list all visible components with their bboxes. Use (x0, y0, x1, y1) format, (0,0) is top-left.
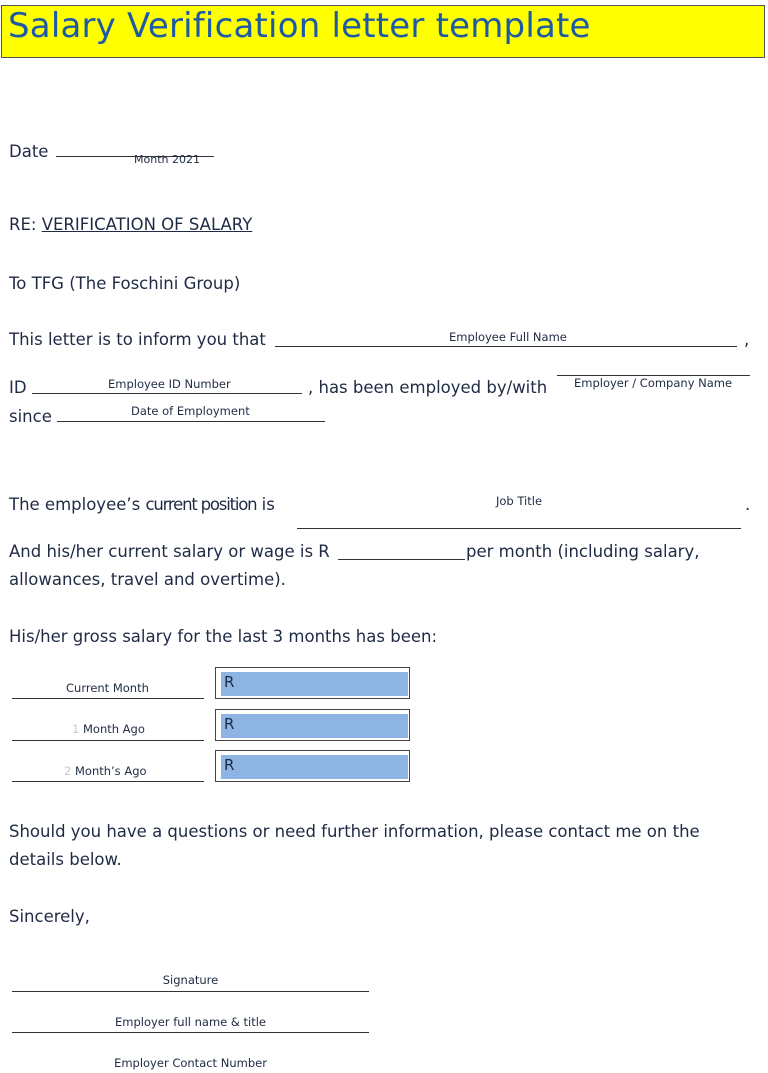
re-subject: VERIFICATION OF SALARY (41, 215, 253, 234)
gross-heading: His/her gross salary for the last 3 months has been: (9, 627, 438, 646)
one-month-ago-line (12, 740, 204, 741)
two-months-ago-prefix: 2 (64, 764, 72, 778)
salary-line-2: allowances, travel and overtime). (9, 570, 286, 589)
inform-comma: , (744, 330, 750, 349)
employer-name-title-line[interactable] (12, 1032, 369, 1033)
current-month-amount-fill (221, 672, 408, 696)
position-text-condensed: current position (145, 495, 257, 514)
employer-name-placeholder: Employer / Company Name (574, 376, 733, 390)
id-label: ID (9, 378, 27, 397)
position-text-start: The employee’s (9, 495, 146, 514)
one-month-ago-currency: R (224, 715, 235, 733)
employee-name-placeholder: Employee Full Name (449, 330, 567, 344)
contact-line-1: Should you have a questions or need further information, please contact me on the (9, 822, 700, 841)
date-placeholder: Month 2021 (134, 153, 200, 166)
two-months-ago-text: Month’s Ago (74, 764, 147, 778)
two-months-ago-label (64, 764, 147, 778)
employer-contact-label: Employer Contact Number (114, 1056, 267, 1070)
employer-name-title-label: Employer full name & title (114, 1015, 267, 1029)
date-label: Date (9, 142, 49, 161)
two-months-ago-amount-box[interactable] (215, 750, 410, 782)
one-month-ago-amount-box[interactable] (215, 709, 410, 741)
salary-amount-line[interactable] (338, 559, 465, 560)
two-months-ago-currency: R (224, 756, 235, 774)
employment-date-placeholder: Date of Employment (131, 404, 250, 418)
two-months-ago-line (12, 781, 204, 782)
since-label: since (9, 407, 52, 426)
page-title: Salary Verification letter template (8, 6, 591, 46)
salary-line-1-start: And his/her current salary or wage is R (9, 542, 330, 561)
position-text (9, 495, 275, 514)
recipient: To TFG (The Foschini Group) (9, 274, 241, 293)
employment-date-line[interactable] (57, 421, 325, 422)
salary-line-1-end: per month (including salary, (466, 542, 700, 561)
re-line (9, 215, 252, 234)
job-title-line[interactable] (297, 528, 741, 529)
contact-line-2: details below. (9, 850, 122, 869)
closing: Sincerely, (9, 907, 90, 926)
one-month-ago-label (72, 722, 145, 736)
employed-text: , has been employed by/with (308, 378, 548, 397)
one-month-ago-amount-fill (221, 714, 408, 738)
position-period: . (745, 495, 751, 514)
current-month-currency: R (224, 673, 235, 691)
current-month-amount-box[interactable] (215, 667, 410, 699)
signature-line[interactable] (12, 991, 369, 992)
signature-label: Signature (162, 973, 219, 987)
current-month-label: Current Month (66, 681, 149, 695)
employee-id-placeholder: Employee ID Number (108, 377, 231, 391)
current-month-line (12, 698, 204, 699)
one-month-ago-prefix: 1 (72, 722, 80, 736)
one-month-ago-text: Month Ago (82, 722, 145, 736)
employee-name-line[interactable] (275, 346, 737, 347)
job-title-placeholder: Job Title (496, 494, 543, 508)
two-months-ago-amount-fill (221, 755, 408, 779)
employee-id-line[interactable] (32, 393, 302, 394)
re-prefix: RE: (9, 215, 37, 234)
position-text-end: is (256, 495, 275, 514)
inform-text: This letter is to inform you that (9, 330, 266, 349)
